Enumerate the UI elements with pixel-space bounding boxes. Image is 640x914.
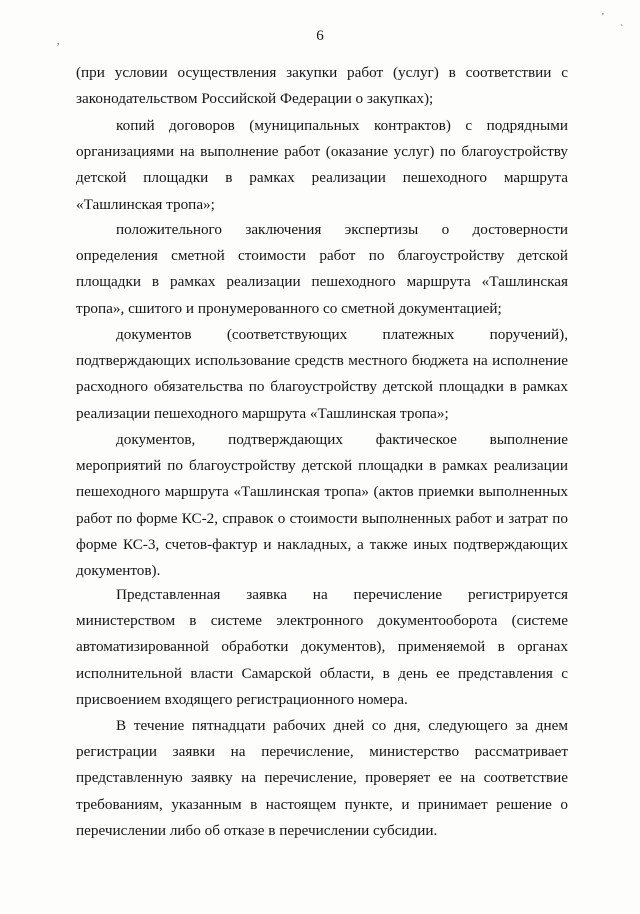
paragraph-text: копий договоров (муниципальных контрактов) с подрядными организациями на выполнение работ (оказание услуг) по благоустройству детской площадки в рамках реализации пешеходного маршрута «Ташлинская тропа»; bbox=[76, 117, 568, 213]
scan-mark: ` bbox=[620, 24, 624, 35]
paragraph-text: В течение пятнадцати рабочих дней со дня, следующего за днем регистрации заявки на перечисление, министерство рассматривает представленную заявку на перечисление, проверяет ее на соответствие требованиям, указанным в настоящем пункте, и принимает решение о перечислении либо об отказе в перечислении субсидии. bbox=[76, 717, 568, 839]
paragraph-text: положительного заключения экспертизы о достоверности определения сметной стоимости работ по благоустройству детской площадки в рамках реализации пешеходного маршрута «Ташлинская тропа», сшитого и пронумерованного со сметной документацией; bbox=[76, 221, 568, 317]
paragraph-text: документов (соответствующих платежных поручений), подтверждающих использование средств местного бюджета на исполнение расходного обязательства по благоустройству детской площадки в рамках реализации пешеходного маршрута «Ташлинская тропа»; bbox=[76, 326, 568, 422]
scan-mark: ' bbox=[602, 12, 604, 23]
paragraph-text: Представленная заявка на перечисление регистрируется министерством в системе электронного документооборота (системе автоматизированной обработки документов), применяемой в органах исполнительной власти Самарской области, в день ее представления с присвоением входящего регистрационного номера. bbox=[76, 586, 568, 708]
paragraph-text: документов, подтверждающих фактическое выполнение мероприятий по благоустройству детской площадки в рамках реализации пешеходного маршрута «Ташлинская тропа» (актов приемки выполненных работ по форме КС-2, справок о стоимости выполненных работ и затрат по форме КС-3, счетов-фактур и накладных, а также иных подтверждающих документов). bbox=[76, 431, 568, 580]
paragraph-continuation bbox=[76, 60, 568, 112]
scan-mark: , bbox=[57, 36, 60, 47]
paragraph-payment-orders bbox=[76, 322, 568, 427]
paragraph-text: (при условии осуществления закупки работ (услуг) в соответствии с законодательством Российской Федерации о закупках); bbox=[76, 64, 568, 108]
page-number: 6 bbox=[316, 28, 324, 44]
paragraph-review-period bbox=[76, 713, 568, 844]
paragraph-expertise bbox=[76, 217, 568, 322]
paragraph-confirming-documents bbox=[76, 427, 568, 584]
paragraph-registration bbox=[76, 582, 568, 713]
paragraph-contracts bbox=[76, 113, 568, 218]
